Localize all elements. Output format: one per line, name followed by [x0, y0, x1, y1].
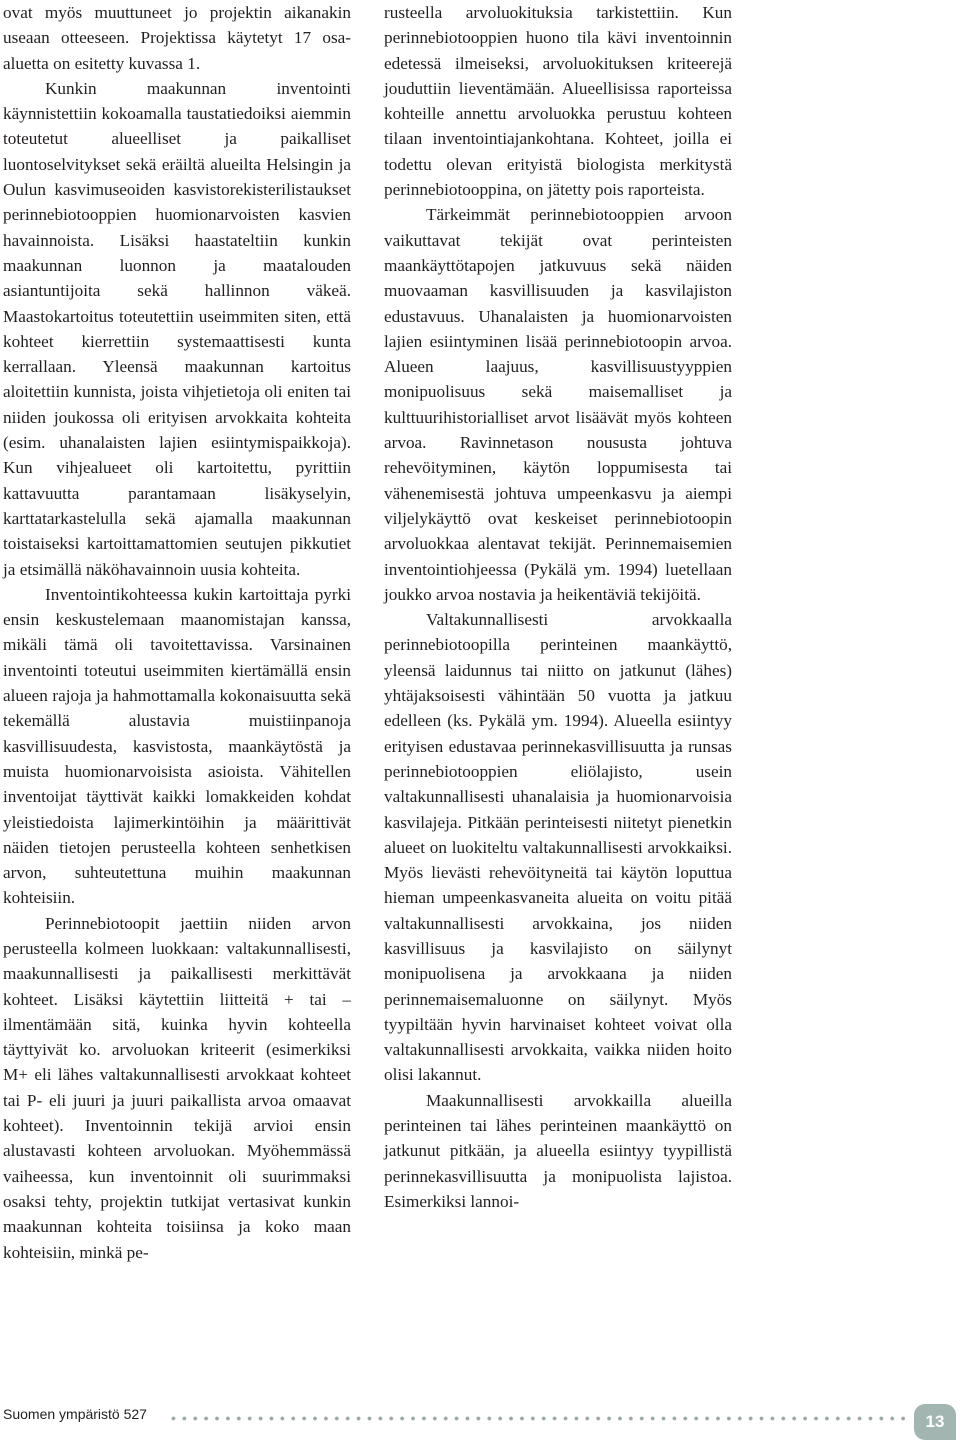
- left-column: [3, 0, 351, 1265]
- right-column: [384, 0, 732, 1214]
- page-number-badge: 13: [914, 1404, 956, 1440]
- page-footer: [0, 1398, 960, 1444]
- right-paragraph-4: Maakunnallisesti arvokkailla alueilla perinteinen tai lähes perinteinen maankäyttö on jatkunut pitkään, ja alueella esiintyy tyypillistä perinnekasvillisuutta ja monipuolista lajistoa. Esimerkiksi lannoi-: [384, 1090, 732, 1211]
- right-paragraph-2: Tärkeimmät perinnebiotooppien arvoon vaikuttavat tekijät ovat perinteisten maankäyttötapojen jatkuvuus sekä näiden muovaaman kasvillisuuden ja kasvilajiston edustavuus. Uhanalaisten ja huomionarvoisten lajien esiintyminen lisää perinnebiotoopin arvoa. Alueen laajuus, kasvillisuustyyppien monipuolisuus sekä maisemalliset ja kulttuurihistorialliset arvot lisäävät myös kohteen arvoa. Ravinnetason noususta johtuva rehevöityminen, käytön loppumisesta tai vähenemisestä johtuva umpeenkasvu ja aiempi viljelykäyttö ovat keskeiset perinnebiotoopin arvoluokkaa alentavat tekijät. Perinnemaisemien inventointiohjeessa (Pykälä ym. 1994) luetellaan joukko arvoa nostavia ja heikentäviä tekijöitä.: [384, 205, 732, 604]
- dotted-rule: [168, 1416, 906, 1421]
- left-paragraph-3: Inventointikohteessa kukin kartoittaja pyrki ensin keskustelemaan maanomistajan kanssa, mikäli tämä oli tavoitettavissa. Varsinainen inventointi toteutui useimmiten kiertämällä ensin alueen rajoja ja hahmottamalla kokonaisuutta sekä tekemällä alustavia muistiinpanoja kasvillisuudesta, kasvistosta, maankäytöstä ja muista huomionarvoisista asioista. Vähitellen inventoijat täyttivät kaikki lomakkeiden kohdat yleistiedoista lajimerkintöihin ja määrittivät näiden tietojen perusteella kohteen senhetkisen arvon, suhteutettuna muihin maakunnan kohteisiin.: [3, 584, 351, 908]
- right-paragraph-3: Valtakunnallisesti arvokkaalla perinnebiotoopilla perinteinen maankäyttö, yleensä laidunnus tai niitto on jatkunut (lähes) yhtäjaksoisesti vähintään 50 vuotta ja jatkuu edelleen (ks. Pykälä ym. 1994). Alueella esiintyy erityisen edustavaa perinnekasvillisuutta ja runsas perinnebiotooppien eliölajisto, usein valtakunnallisesti uhanalaisia ja huomionarvoisia kasvilajeja. Pitkään perinteisesti niitetyt pienetkin alueet on luokiteltu valtakunnallisesti arvokkaiksi. Myös lievästi rehevöityneitä tai käytön loputtua hieman umpeenkasvaneita alueita on voitu pitää valtakunnallisesti arvokkaina, jos niiden kasvillisuus ja kasvilajisto on säilynyt monipuolisena ja arvokkaana ja niiden perinnemaisemaluonne on säilynyt. Myös tyypiltään hyvin harvinaiset kohteet voivat olla valtakunnallisesti arvokkaita, vaikka niiden hoito olisi lakannut.: [384, 610, 732, 1085]
- left-paragraph-4: Perinnebiotoopit jaettiin niiden arvon perusteella kolmeen luokkaan: valtakunnallisesti, maakunnallisesti ja paikallisesti merkittävät kohteet. Lisäksi käytettiin liitteitä + tai – ilmentämään sitä, kuinka hyvin kohteella täyttyivät ko. arvoluokan kriteerit (esimerkiksi M+ eli lähes valtakunnallisesti arvokkaat kohteet tai P- eli juuri ja juuri paikallista arvoa omaavat kohteet). Inventoinnin tekijä arvioi ensin alustavasti kohteen arvoluokan. Myöhemmässä vaiheessa, kun inventoinnit oli suurimmaksi osaksi tehty, projektin tutkijat vertasivat kunkin maakunnan kohteita toisiinsa ja koko maan kohteisiin, minkä pe-: [3, 913, 351, 1262]
- series-title: Suomen ympäristö 527: [3, 1406, 147, 1422]
- right-paragraph-1: rusteella arvoluokituksia tarkistettiin. Kun perinnebiotooppien huono tila kävi inventoinnin edetessä ilmeiseksi, arvoluokituksen kriteerejä jouduttiin lieventämään. Alueellisissa raporteissa kohteille annettu arvoluokka perustuu kohteen tilaan inventointiajankohtana. Kohteet, joilla ei todettu olevan erityistä biologista merkitystä perinnebiotooppina, on jätetty pois raporteista.: [384, 3, 732, 200]
- left-paragraph-1: ovat myös muuttuneet jo projektin aikanakin useaan otteeseen. Projektissa käytetyt 17 osa-aluetta on esitetty kuvassa 1.: [3, 3, 351, 73]
- left-paragraph-2: Kunkin maakunnan inventointi käynnistettiin kokoamalla taustatiedoiksi aiemmin toteutetut alueelliset ja paikalliset luontoselvitykset sekä eräiltä alueilta Helsingin ja Oulun kasvimuseoiden kasvistorekisterilistaukset perinnebiotooppien huomionarvoisten kasvien havainnoista. Lisäksi haastateltiin kunkin maakunnan luonnon ja maatalouden asiantuntijoita sekä hallinnon väkeä. Maastokartoitus toteutettiin useimmiten siten, että kohteet kierrettiin systemaattisesti kunta kerrallaan. Yleensä maakunnan kartoitus aloitettiin kunnista, joista vihjetietoja oli eniten tai niiden joukossa oli erityisen arvokkaita kohteita (esim. uhanalaisten lajien esiintymispaikkoja). Kun vihjealueet oli kartoitettu, pyrittiin kattavuutta parantamaan lisäkyselyin, karttatarkastelulla sekä ajamalla maakunnan toistaiseksi kartoittamattomien seutujen pikkutiet ja etsimällä näköhavainnoin uusia kohteita.: [3, 78, 351, 579]
